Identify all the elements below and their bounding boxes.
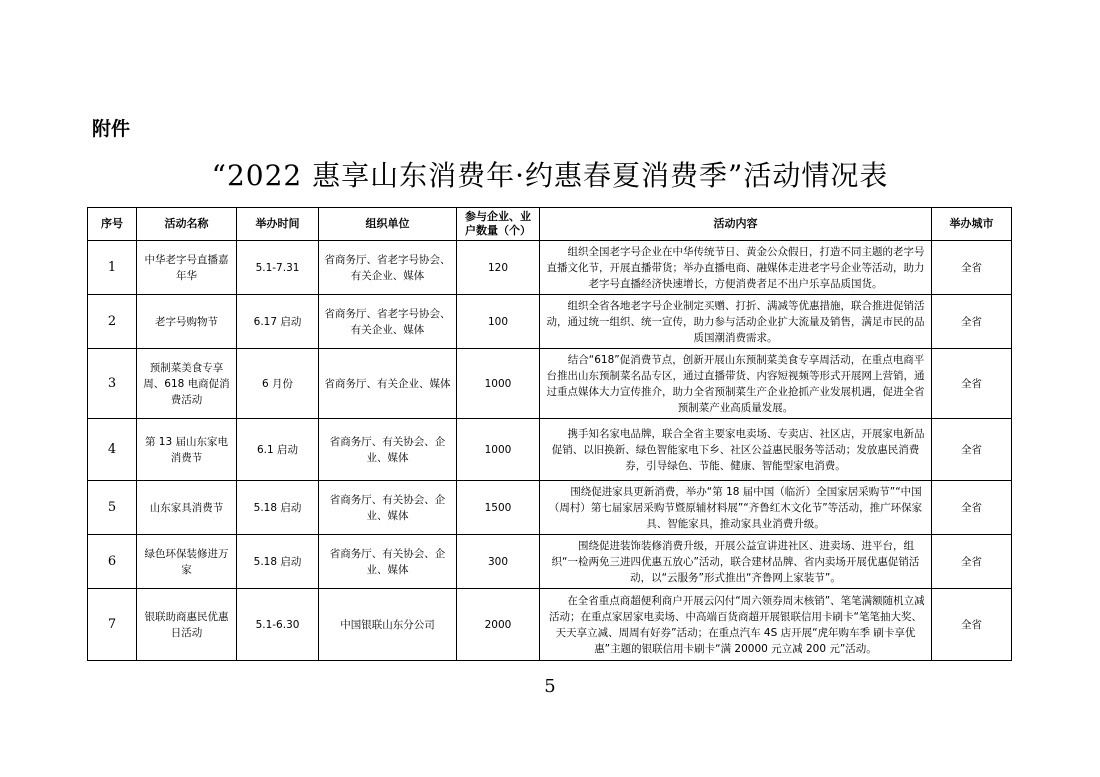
header-time: 举办时间: [237, 208, 319, 241]
row-city: 全省: [932, 481, 1012, 535]
row-content: 携手知名家电品牌，联合全省主要家电卖场、专卖店、社区店，开展家电新品促销、以旧换新、绿色智能家电下乡、社区公益惠民服务等活动；发放惠民消费券，引导绿色、节能、健康、智能型家电消费。: [540, 419, 932, 481]
row-city: 全省: [932, 535, 1012, 589]
row-count: 120: [457, 241, 540, 295]
table-row: [88, 589, 1012, 661]
row-count: 1000: [457, 419, 540, 481]
row-time: 5.1-6.30: [237, 589, 319, 661]
attachment-label: 附件: [92, 118, 131, 140]
row-content: 围绕促进家具更新消费，举办“第 18 届中国（临沂）全国家居采购节”“中国（周村）第七届家居采购节暨原辅材料展”“齐鲁红木文化节”等活动，推广环保家具、智能家具，推动家具业消费升级。: [540, 481, 932, 535]
row-name: 银联助商惠民优惠日活动: [137, 589, 237, 661]
table-row: [88, 419, 1012, 481]
row-name: 预制菜美食专享周、618 电商促消费活动: [137, 349, 237, 419]
activity-table: [87, 207, 1012, 661]
row-content: 组织全国老字号企业在中华传统节日、黄金公众假日，打造不同主题的老字号直播文化节，开展直播带货；举办直播电商、融媒体走进老字号企业等活动，助力老字号直播经济快速增长，方便消费者足不出户乐享品质国货。: [540, 241, 932, 295]
row-count: 1000: [457, 349, 540, 419]
table-row: [88, 535, 1012, 589]
row-time: 6.1 启动: [237, 419, 319, 481]
row-no: 1: [88, 241, 137, 295]
document-title: “2022 惠享山东消费年·约惠春夏消费季”活动情况表: [211, 159, 889, 192]
row-content: 结合“618”促消费节点，创新开展山东预制菜美食专享周活动，在重点电商平台推出山东预制菜名品专区，通过直播带货、内容短视频等形式开展网上营销，通过重点媒体大力宣传推介，助力全省预制菜生产企业抢抓产业发展机遇，促进全省预制菜产业高质量发展。: [540, 349, 932, 419]
row-no: 4: [88, 419, 137, 481]
row-no: 7: [88, 589, 137, 661]
table-header-row: [88, 208, 1012, 241]
table-row: [88, 481, 1012, 535]
row-content: 在全省重点商超便利商户开展云闪付“周六领券周末核销”、笔笔满额随机立减活动；在重点家居家电卖场、中高端百货商超开展银联信用卡刷卡“笔笔抽大奖、天天享立减、周周有好券”活动；在重点汽车 4S 店开展“虎年购车季 刷卡享优惠”主题的银联信用卡刷卡“满 20000 元立减 200 元”活动。: [540, 589, 932, 661]
row-city: 全省: [932, 589, 1012, 661]
row-name: 绿色环保装修进万家: [137, 535, 237, 589]
row-name: 第 13 届山东家电消费节: [137, 419, 237, 481]
row-time: 5.18 启动: [237, 481, 319, 535]
row-name: 老字号购物节: [137, 295, 237, 349]
row-content: 组织全省各地老字号企业制定买赠、打折、满减等优惠措施，联合推进促销活动，通过统一组织、统一宣传，助力参与活动企业扩大流量及销售，满足市民的品质国潮消费需求。: [540, 295, 932, 349]
table-row: [88, 295, 1012, 349]
header-name: 活动名称: [137, 208, 237, 241]
row-content: 围绕促进装饰装修消费升级，开展公益宣讲进社区、进卖场、进平台，组织“一检两免三进四优惠五放心”活动，联合建材品牌、省内卖场开展优惠促销活动，以“云服务”形式推出“齐鲁网上家装节”。: [540, 535, 932, 589]
row-org: 省商务厅、省老字号协会、有关企业、媒体: [319, 241, 457, 295]
row-name: 中华老字号直播嘉年华: [137, 241, 237, 295]
header-org: 组织单位: [319, 208, 457, 241]
row-org: 省商务厅、有关协会、企业、媒体: [319, 419, 457, 481]
row-org: 省商务厅、有关企业、媒体: [319, 349, 457, 419]
row-count: 2000: [457, 589, 540, 661]
row-city: 全省: [932, 349, 1012, 419]
row-no: 6: [88, 535, 137, 589]
row-count: 100: [457, 295, 540, 349]
row-time: 5.18 启动: [237, 535, 319, 589]
header-content: 活动内容: [540, 208, 932, 241]
row-city: 全省: [932, 295, 1012, 349]
row-org: 省商务厅、有关协会、企业、媒体: [319, 481, 457, 535]
row-org: 省商务厅、有关协会、企业、媒体: [319, 535, 457, 589]
header-no: 序号: [88, 208, 137, 241]
row-time: 6.17 启动: [237, 295, 319, 349]
row-no: 5: [88, 481, 137, 535]
row-city: 全省: [932, 419, 1012, 481]
page-number: 5: [544, 676, 556, 697]
row-count: 300: [457, 535, 540, 589]
row-time: 5.1-7.31: [237, 241, 319, 295]
table-row: [88, 349, 1012, 419]
row-no: 2: [88, 295, 137, 349]
row-time: 6 月份: [237, 349, 319, 419]
row-city: 全省: [932, 241, 1012, 295]
row-name: 山东家具消费节: [137, 481, 237, 535]
row-org: 省商务厅、省老字号协会、有关企业、媒体: [319, 295, 457, 349]
table-row: [88, 241, 1012, 295]
header-count: 参与企业、业户数量（个）: [457, 208, 540, 241]
row-count: 1500: [457, 481, 540, 535]
header-city: 举办城市: [932, 208, 1012, 241]
row-org: 中国银联山东分公司: [319, 589, 457, 661]
row-no: 3: [88, 349, 137, 419]
